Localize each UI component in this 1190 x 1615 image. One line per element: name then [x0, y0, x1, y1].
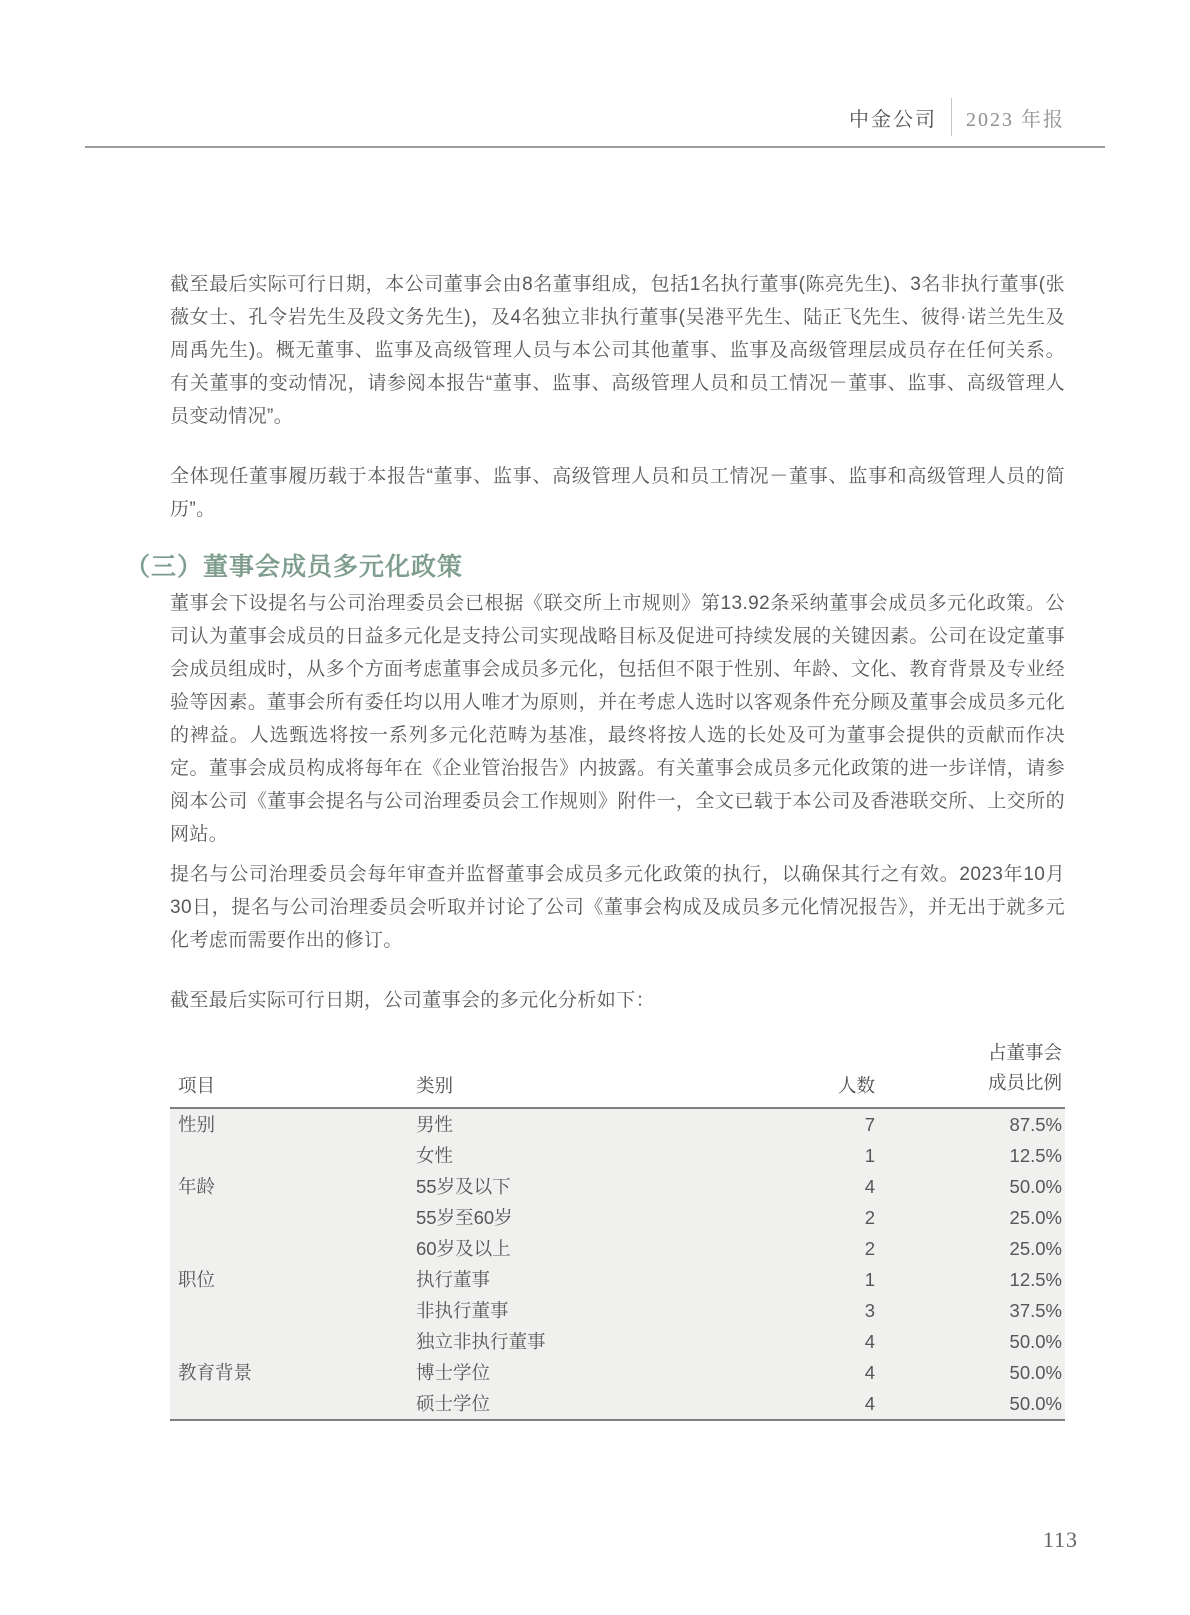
cell-category: 60岁及以上 — [416, 1238, 511, 1259]
para-diversity-policy: 董事会下设提名与公司治理委员会已根据《联交所上市规则》第13.92条采纳董事会成员多元化政策。公司认为董事会成员的日益多元化是支持公司实现战略目标及促进可持续发展的关键因素。公司在设定董事会成员组成时，从多个方面考虑董事会成员多元化，包括但不限于性别、年龄、文化、教育背景及专业经验等因素。董事会所有委任均以用人唯才为原则，并在考虑人选时以客观条件充分顾及董事会成员多元化的裨益。人选甄选将按一系列多元化范畴为基准，最终将按人选的长处及可为董事会提供的贡献而作决定。董事会成员构成将每年在《企业管治报告》内披露。有关董事会成员多元化政策的进一步详情，请参阅本公司《董事会提名与公司治理委员会工作规则》附件一，全文已载于本公司及香港联交所、上交所的网站。 — [170, 593, 1065, 845]
cell-item — [170, 1140, 408, 1171]
table-row — [170, 1295, 1065, 1326]
cell-item — [170, 1202, 408, 1233]
column-header-ratio — [875, 1038, 1065, 1098]
cell-count: 4 — [864, 1393, 875, 1414]
table-row — [170, 1233, 1065, 1264]
cell-category: 女性 — [416, 1145, 454, 1166]
report-header — [849, 98, 1065, 136]
cell-count: 4 — [864, 1331, 875, 1352]
column-header-item: 项目 — [178, 1075, 216, 1096]
cell-ratio: 50.0% — [1009, 1331, 1062, 1352]
para-policy-review: 提名与公司治理委员会每年审查并监督董事会成员多元化政策的执行，以确保其行之有效。2023年10月30日，提名与公司治理委员会听取并讨论了公司《董事会构成及成员多元化情况报告》，并无出于就多元化考虑而需要作出的修订。 — [170, 864, 1065, 951]
page-number: 113 — [1042, 1527, 1078, 1552]
table-row — [170, 1357, 1065, 1388]
cell-category: 博士学位 — [416, 1362, 491, 1383]
cell-category: 硕士学位 — [416, 1393, 491, 1414]
table-row — [170, 1264, 1065, 1295]
table-row — [170, 1140, 1065, 1171]
cell-ratio: 50.0% — [1009, 1176, 1062, 1197]
cell-ratio: 50.0% — [1009, 1393, 1062, 1414]
para-director-bios: 全体现任董事履历载于本报告“董事、监事、高级管理人员和员工情况－董事、监事和高级管理人员的简历”。 — [170, 466, 1065, 520]
cell-count: 1 — [864, 1269, 875, 1290]
table-header-row — [170, 1038, 1065, 1109]
cell-ratio: 50.0% — [1009, 1362, 1062, 1383]
table-row — [170, 1202, 1065, 1233]
cell-count: 4 — [864, 1176, 875, 1197]
cell-ratio: 87.5% — [1009, 1114, 1062, 1135]
cell-ratio: 37.5% — [1009, 1300, 1062, 1321]
cell-category: 55岁及以下 — [416, 1176, 511, 1197]
cell-count: 2 — [864, 1207, 875, 1228]
cell-item — [170, 1388, 408, 1419]
cell-category: 执行董事 — [416, 1269, 491, 1290]
cell-item: 性别 — [178, 1114, 216, 1135]
header-divider — [951, 98, 952, 136]
section-heading-diversity-policy: （三）董事会成员多元化政策 — [125, 553, 464, 581]
cell-item — [170, 1326, 408, 1357]
column-header-category: 类别 — [416, 1075, 454, 1096]
cell-category: 55岁至60岁 — [416, 1207, 513, 1228]
cell-category: 非执行董事 — [416, 1300, 509, 1321]
cell-item: 教育背景 — [178, 1362, 253, 1383]
column-header-ratio-line1: 占董事会 — [987, 1042, 1062, 1063]
header-rule — [85, 146, 1105, 148]
cell-item — [170, 1295, 408, 1326]
cell-count: 3 — [864, 1300, 875, 1321]
cell-count: 1 — [864, 1145, 875, 1166]
cell-item: 职位 — [178, 1269, 216, 1290]
cell-count: 4 — [864, 1362, 875, 1383]
cell-item — [170, 1233, 408, 1264]
para-table-intro: 截至最后实际可行日期，公司董事会的多元化分析如下： — [170, 990, 656, 1011]
cell-category: 独立非执行董事 — [416, 1331, 546, 1352]
table-row — [170, 1388, 1065, 1419]
cell-ratio: 25.0% — [1009, 1238, 1062, 1259]
column-header-count: 人数 — [837, 1075, 875, 1096]
table-body — [170, 1109, 1065, 1421]
para-board-composition: 截至最后实际可行日期，本公司董事会由8名董事组成，包括1名执行董事(陈亮先生)、3名非执行董事(张薇女士、孔令岩先生及段文务先生)，及4名独立非执行董事(吴港平先生、陆正飞先生、彼得·诺兰先生及周禹先生)。概无董事、监事及高级管理人员与本公司其他董事、监事及高级管理层成员存在任何关系。有关董事的变动情况，请参阅本报告“董事、监事、高级管理人员和员工情况－董事、监事、高级管理人员变动情况”。 — [170, 274, 1065, 427]
table-row — [170, 1109, 1065, 1140]
cell-item: 年龄 — [178, 1176, 216, 1197]
cell-ratio: 25.0% — [1009, 1207, 1062, 1228]
cell-ratio: 12.5% — [1009, 1269, 1062, 1290]
company-name: 中金公司 — [849, 108, 937, 131]
column-header-ratio-line2: 成员比例 — [987, 1072, 1062, 1093]
table-row — [170, 1171, 1065, 1202]
cell-ratio: 12.5% — [1009, 1145, 1062, 1166]
table-row — [170, 1326, 1065, 1357]
diversity-table — [170, 1038, 1065, 1421]
edition-label: 2023 年报 — [966, 108, 1065, 131]
cell-category: 男性 — [416, 1114, 454, 1135]
cell-count: 7 — [864, 1114, 875, 1135]
cell-count: 2 — [864, 1238, 875, 1259]
